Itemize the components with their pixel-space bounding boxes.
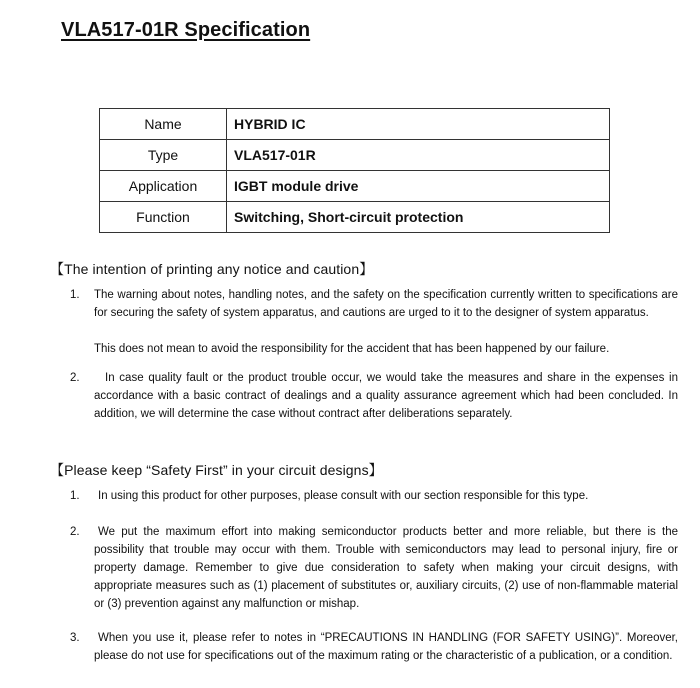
list-item-text: The warning about notes, handling notes, and the safety on the specification currently written to specifications are for securing the safety of system apparatus, and cautions are urged to it to the designer of system apparatus. [94,289,678,319]
document-title: VLA517-01R Specification [61,19,311,41]
table-row [100,109,610,140]
list-item-text: In case quality fault or the product trouble occur, we would take the measures and share in the expenses in accordance with a basic contract of dealings and a quality assurance agreement which had been concluded. In addition, we will determine the case without contract after deliberations separately. [94,372,678,420]
spec-value: Switching, Short-circuit protection [227,202,610,233]
list-item-text: In using this product for other purposes, please consult with our section responsible for this type. [98,490,589,502]
spec-label: Function [100,202,227,233]
list-number: 1. [70,490,80,502]
table-row [100,171,610,202]
spec-table [99,108,610,233]
section-heading-safety: 【Please keep “Safety First” in your circuit designs】 [50,462,383,478]
spec-value: HYBRID IC [227,109,610,140]
list-number: 2. [70,372,80,384]
list-item-text: This does not mean to avoid the responsibility for the accident that has been happened by our failure. [94,343,610,355]
list-number: 1. [70,289,80,301]
table-row [100,140,610,171]
spec-value: VLA517-01R [227,140,610,171]
spec-label: Name [100,109,227,140]
spec-label: Type [100,140,227,171]
list-item-text: When you use it, please refer to notes in “PRECAUTIONS IN HANDLING (FOR SAFETY USING)”. Moreover, please do not use for specifications out of the maximum rating or the characteristic of a publication, or a condition. [94,632,678,662]
spec-value: IGBT module drive [227,171,610,202]
table-row [100,202,610,233]
spec-label: Application [100,171,227,202]
list-number: 3. [70,632,80,644]
list-number: 2. [70,526,80,538]
section-heading-intention: 【The intention of printing any notice and caution】 [50,261,374,277]
list-item-text: We put the maximum effort into making semiconductor products better and more reliable, but there is the possibility that trouble may occur with them. Trouble with semiconductors may lead to personal injury, fire or property damage. Remember to give due consideration to safety when making your circuit designs, with appropriate measures such as (1) placement of substitutes or, auxiliary circuits, (2) use of non-flammable material or (3) prevention against any malfunction or mishap. [94,526,678,610]
